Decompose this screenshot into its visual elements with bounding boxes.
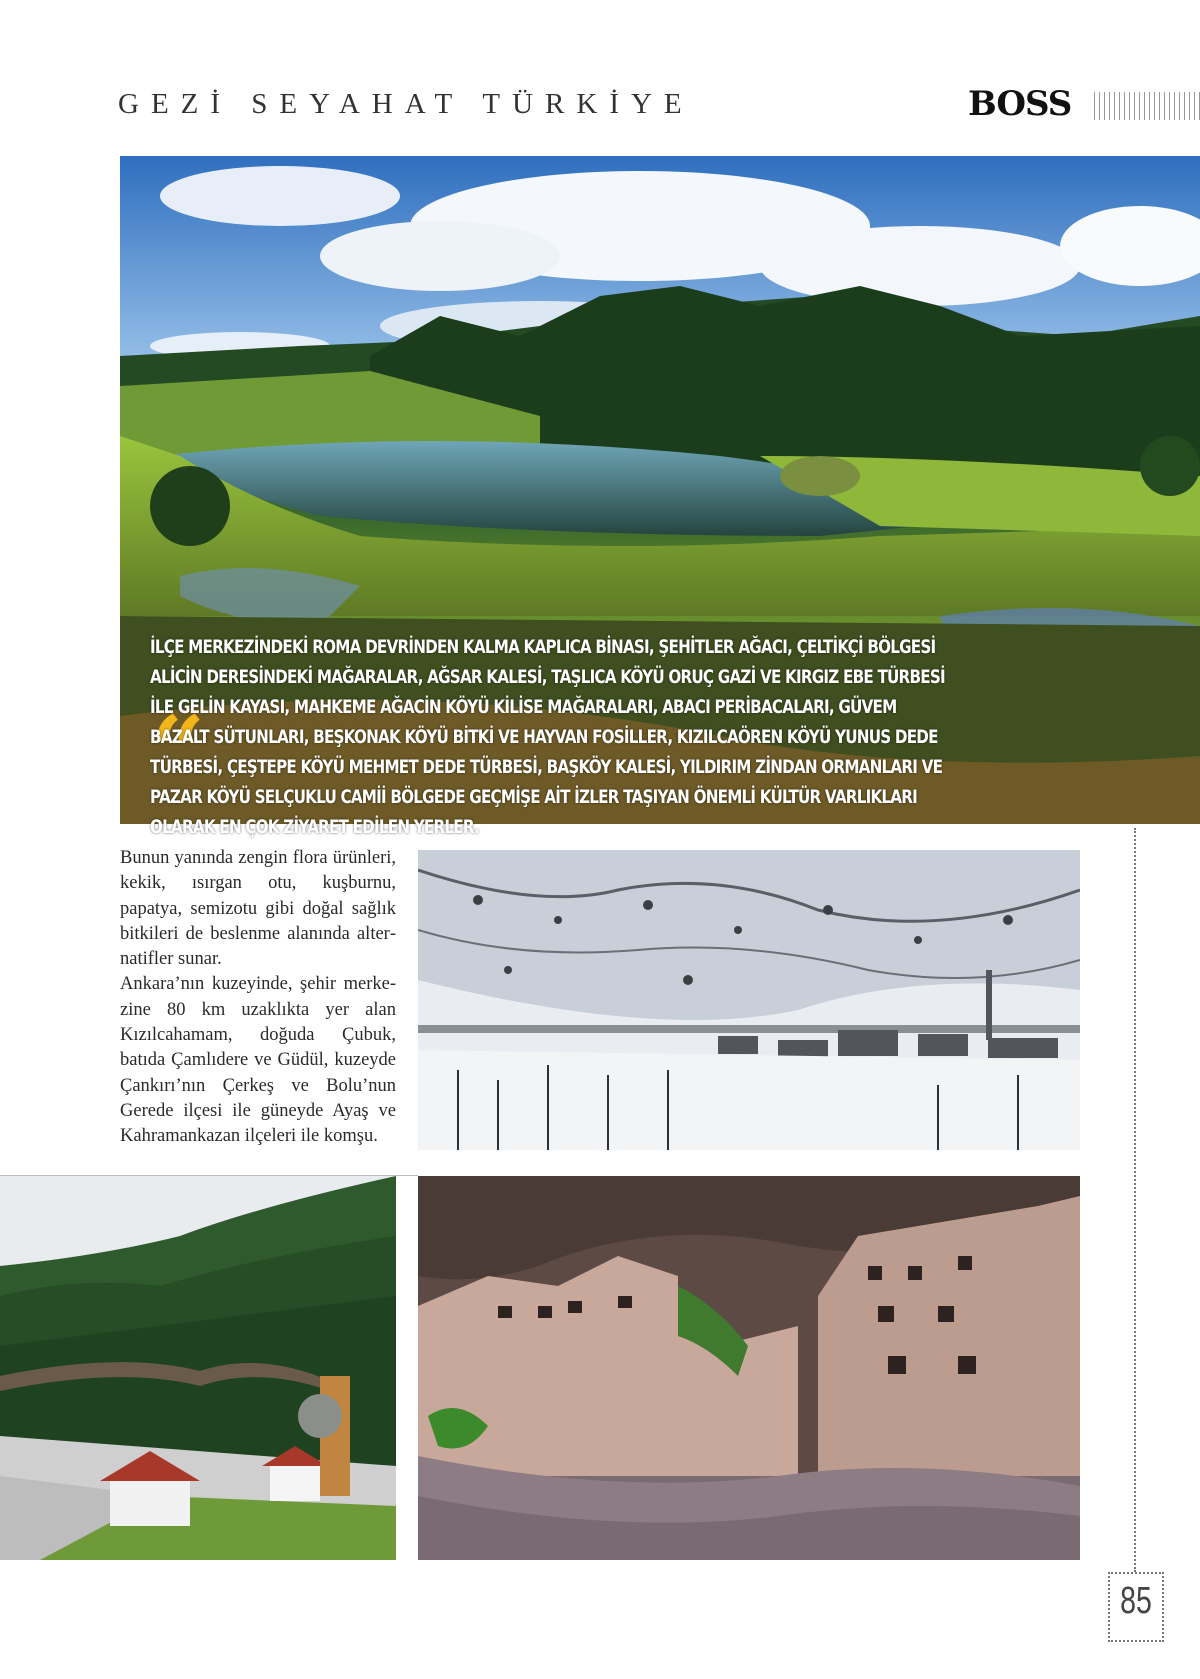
section-title: GEZİ SEYAHAT TÜRKİYE [118, 88, 694, 120]
rock-ruins-illustration [418, 1176, 1080, 1560]
article-paragraph: Ankara’nın kuzeyinde, şehir merkezine 80 km uzaklıkta yer alan Kızılcahamam, doğuda Çubuk, batıda Çamlıdere ve Güdül, kuzeyde Çankırı’nın Çerkeş ve Bolu’nun Gerede ilçesi ile güneyde Ayaş ve Kahramankazan ilçeleri ile komşu. [120, 974, 396, 1147]
hero-caption [150, 632, 1014, 842]
article-body [120, 846, 396, 1150]
quote-mark-icon: “ [150, 695, 206, 808]
national-park-entrance-photo [0, 1176, 396, 1560]
hero-caption-text: İLÇE MERKEZİNDEKİ ROMA DEVRİNDEN KALMA KAPLICA BİNASI, ŞEHİTLER AĞACI, ÇELTİKÇİ BÖLGESİ ALİCİN DERESİNDEKİ MAĞARALAR, AĞSAR KALESİ, TAŞLICA KÖYÜ ORUÇ GAZİ VE KIRGIZ EBE TÜRBESİ İLE GELİN KAYASI, MAHKEME AĞACİN KÖYÜ KİLİSE MAĞARALARI, ABACI PERİBACALARI, GÜVEM BAZALT SÜTUNLARI, BEŞKONAK KÖYÜ BİTKİ VE HAYVAN FOSİLLER, KIZILCAÖREN KÖYÜ YUNUS DEDE TÜRBESİ, ÇEŞTEPE KÖYÜ MEHMET DEDE TÜRBESİ, BAŞKÖY KALESİ, YILDIRIM ZİNDAN ORMANLARI VE PAZAR KÖYÜ SELÇUKLU CAMİİ BÖLGEDE GEÇMİŞE AİT İZLER TAŞIYAN ÖNEMLİ KÜLTÜR VARLIKLARI OLARAK EN ÇOK ZİYARET EDİLEN YERLER. [150, 636, 945, 838]
rock-ruins-photo [418, 1176, 1080, 1560]
brand-stripes-decoration [1094, 92, 1200, 120]
snowy-village-photo [418, 850, 1080, 1150]
page-number: 85 [1120, 1580, 1152, 1622]
dotted-guide-line [1134, 828, 1136, 1572]
forest-entrance-illustration [0, 1176, 396, 1560]
snowy-village-illustration [418, 850, 1080, 1150]
article-paragraph: Bunun yanında zengin flora ürünleri, kekik, ısırgan otu, kuşburnu, papatya, semizotu gibi doğal sağlık bitkileri de beslenme alanında alternatifler sunar. [120, 848, 396, 970]
brand-logo: BOSS [968, 84, 1072, 124]
